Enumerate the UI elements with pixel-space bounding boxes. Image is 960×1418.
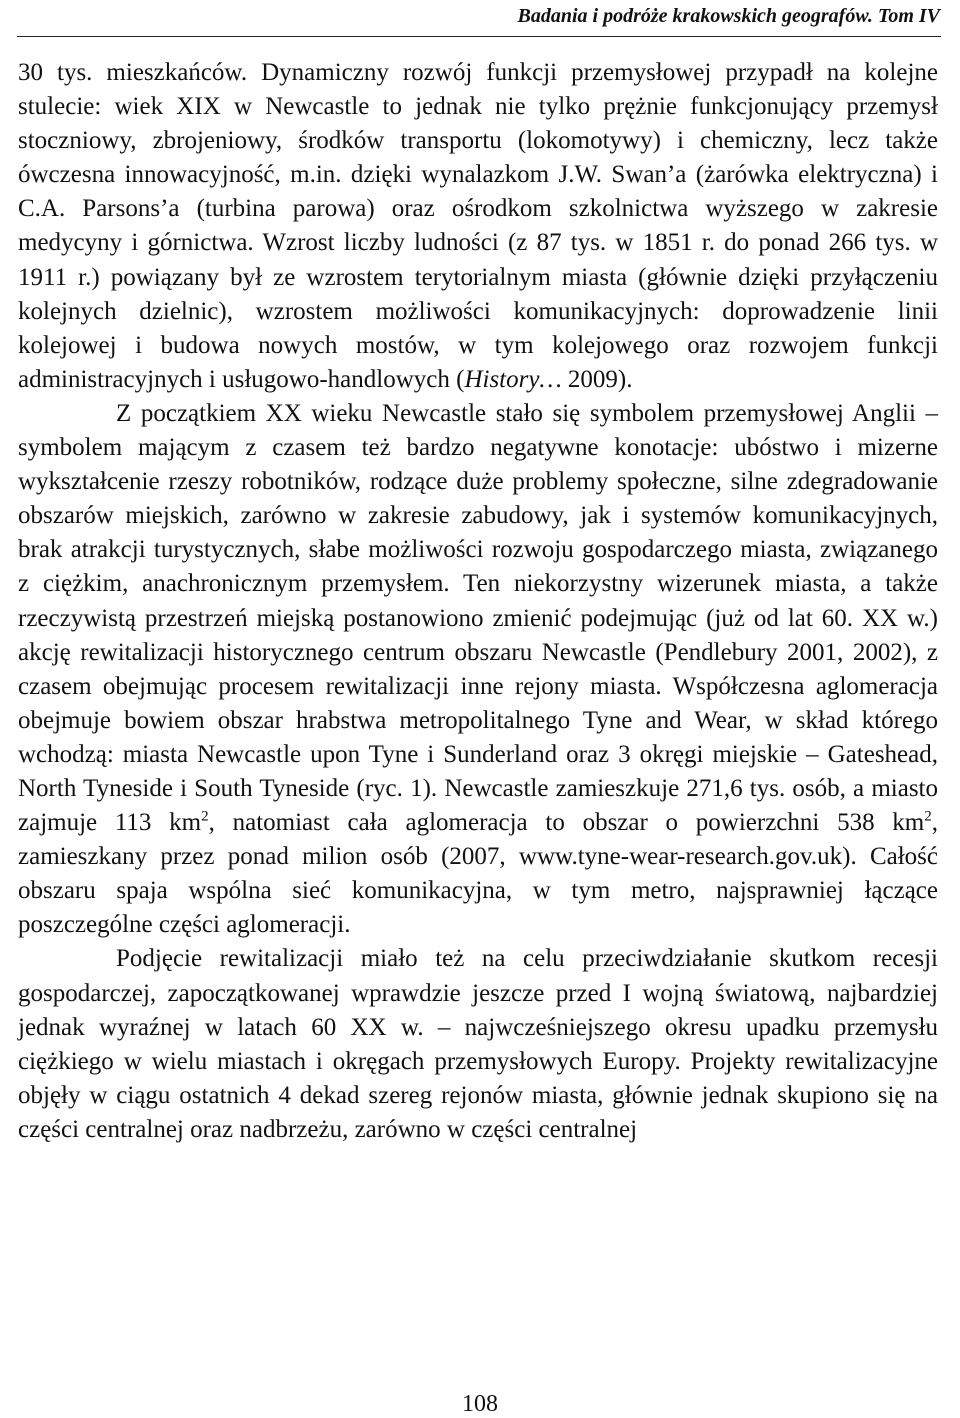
superscript-km2-1: 2 — [201, 808, 209, 825]
paragraph-2-text-end: , zamieszkany przez ponad milion osób (2007, www.tyne-wear-research.gov.uk). Całość obszaru spaja wspólna sieć komunikacyjna, w tym metro, najsprawniej łączące poszczególne części aglomeracji. — [18, 809, 939, 939]
header-rule — [17, 36, 941, 37]
running-header: Badania i podróże krakowskich geografów. Tom IV — [517, 5, 940, 27]
paragraph-3-text: Podjęcie rewitalizacji miało też na celu przeciwdziałanie skutkom recesji gospodarczej, zapoczątkowanej wprawdzie jeszcze przed I wojną światową, najbardziej jednak wyraźnej w latach 60 XX w. – najwcześniejszego okresu upadku przemysłu ciężkiego w wielu miastach i okręgach przemysłowych Europy. Projekty rewitalizacyjne objęły w ciągu ostatnich 4 dekad szereg rejonów miasta, głównie jednak skupiono się na części centralnej oraz nadbrzeżu, zarówno w części centralnej — [18, 945, 938, 1143]
paragraph-1-text-end: 2009). — [561, 365, 633, 393]
paragraph-2-text-mid: , natomiast cała aglomeracja to obszar o powierzchni 538 km — [208, 809, 925, 837]
page-number: 108 — [462, 1391, 498, 1417]
paragraph-1 — [18, 56, 938, 397]
paragraph-2 — [18, 397, 938, 943]
body-text — [18, 56, 938, 1147]
superscript-km2-2: 2 — [924, 808, 932, 825]
paragraph-3 — [18, 942, 938, 1147]
paragraph-1-text: 30 tys. mieszkańców. Dynamiczny rozwój funkcji przemysłowej przypadł na kolejne stulecie: wiek XIX w Newcastle to jednak nie tylko prężnie funkcjonujący przemysł stoczniowy, zbrojeniowy, środków transportu (lokomotywy) i chemiczny, lecz także ówczesna innowacyjność, m.in. dzięki wynalazkom J.W. Swan’a (żarówka elektryczna) i C.A. Parsons’a (turbina parowa) oraz ośrodkom szkolnictwa wyższego w zakresie medycyny i górnictwa. Wzrost liczby ludności (z 87 tys. w 1851 r. do ponad 266 tys. w 1911 r.) powiązany był ze wzrostem terytorialnym miasta (głównie dzięki przyłączeniu kolejnych dzielnic), wzrostem możliwości komunikacyjnych: doprowadzenie linii kolejowej i budowa nowych mostów, w tym kolejowego oraz rozwojem funkcji administracyjnych i usługowo-handlowych ( — [18, 59, 938, 393]
paragraph-2-text: Z początkiem XX wieku Newcastle stało się symbolem przemysłowej Anglii – symbolem mającym z czasem też bardzo negatywne konotacje: ubóstwo i mizerne wykształcenie rzeszy robotników, rodzące duże problemy społeczne, silne zdegradowanie obszarów miejskich, zarówno w zakresie zabudowy, jak i systemów komunikacyjnych, brak atrakcji turystycznych, słabe możliwości rozwoju gospodarczego miasta, związanego z ciężkim, anachronicznym przemysłem. Ten niekorzystny wizerunek miasta, a także rzeczywistą przestrzeń miejską postanowiono zmienić podejmując (już od lat 60. XX w.) akcję rewitalizacji historycznego centrum obszaru Newcastle (Pendlebury 2001, 2002), z czasem obejmując procesem rewitalizacji inne rejony miasta. Współczesna aglomeracja obejmuje bowiem obszar hrabstwa metropolitalnego Tyne and Wear, w skład którego wchodzą: miasta Newcastle upon Tyne i Sunderland oraz 3 okręgi miejskie – Gateshead, North Tyneside i South Tyneside (ryc. 1). Newcastle zamieszkuje 271,6 tys. osób, a miasto zajmuje 113 km — [18, 399, 938, 837]
citation-history: History… — [464, 365, 562, 393]
